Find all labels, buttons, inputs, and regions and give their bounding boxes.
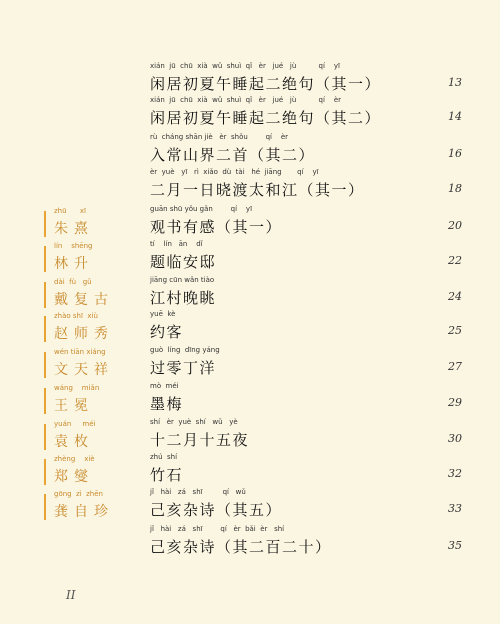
author-pinyin: dài fù gǔ [54, 278, 92, 286]
author-marker [44, 424, 46, 450]
poem-title: 江村晚眺 [150, 289, 217, 307]
author-name: 文天祥 [54, 362, 114, 378]
toc-entry[interactable] [0, 133, 500, 167]
toc-entry[interactable] [0, 525, 500, 559]
poem-title: 闲居初夏午睡起二绝句（其二） [150, 109, 382, 127]
poem-title: 己亥杂诗（其五） [150, 501, 283, 519]
author-marker [44, 316, 46, 342]
poem-title: 二月一日晓渡太和江（其一） [150, 181, 365, 199]
toc-entry[interactable] [0, 205, 500, 239]
title-pinyin: guān shū yǒu gǎn qí yī [150, 205, 253, 213]
author-block [44, 418, 124, 452]
toc-entry[interactable] [0, 96, 500, 130]
title-pinyin: yuē kè [150, 310, 176, 318]
author-name: 戴复古 [54, 292, 114, 308]
author-marker [44, 246, 46, 272]
poem-title: 过零丁洋 [150, 359, 217, 377]
toc-entry[interactable] [0, 62, 500, 96]
poem-title: 竹石 [150, 466, 184, 484]
author-pinyin: wáng miǎn [54, 384, 100, 392]
page-number: 27 [448, 360, 462, 373]
author-block [44, 453, 124, 487]
author-block [44, 240, 124, 274]
poem-title: 十二月十五夜 [150, 431, 250, 449]
page-number: 14 [448, 110, 462, 123]
page-number: 29 [448, 396, 462, 409]
poem-title: 己亥杂诗（其二百二十） [150, 538, 332, 556]
author-marker [44, 211, 46, 237]
page-number: 18 [448, 182, 462, 195]
author-pinyin: zhèng xiè [54, 455, 95, 463]
author-block [44, 276, 124, 310]
poem-title: 墨梅 [150, 395, 184, 413]
title-pinyin: rù cháng shān jiè èr shǒu qí èr [150, 133, 289, 141]
author-marker [44, 459, 46, 485]
title-pinyin: mò méi [150, 382, 179, 390]
title-pinyin: xián jū chū xià wǔ shuì qǐ èr jué jù qí yī [150, 62, 340, 70]
author-pinyin: yuán méi [54, 420, 96, 428]
page-number: 35 [448, 539, 462, 552]
title-pinyin: guò líng dīng yáng [150, 346, 220, 354]
author-pinyin: gōng zì zhēn [54, 490, 103, 498]
author-marker [44, 352, 46, 378]
folio-number: II [66, 588, 76, 602]
title-pinyin: jiāng cūn wǎn tiào [150, 276, 215, 284]
author-name: 郑燮 [54, 469, 94, 485]
author-pinyin: lín shēng [54, 242, 93, 250]
toc-entry[interactable] [0, 418, 500, 452]
author-name: 龚自珍 [54, 504, 114, 520]
title-pinyin: shí èr yuè shí wǔ yè [150, 418, 238, 426]
title-pinyin: xián jū chū xià wǔ shuì qǐ èr jué jù qí èr [150, 96, 342, 104]
toc-entry[interactable] [0, 346, 500, 380]
toc-entry[interactable] [0, 310, 500, 344]
page-number: 24 [448, 290, 462, 303]
toc-entry[interactable] [0, 488, 500, 522]
author-pinyin: zhào shī xiù [54, 312, 98, 320]
author-name: 朱熹 [54, 221, 94, 237]
poem-title: 入常山界二首（其二） [150, 146, 316, 164]
page-number: 20 [448, 219, 462, 232]
author-block [44, 488, 124, 522]
author-marker [44, 282, 46, 308]
author-name: 袁枚 [54, 434, 94, 450]
toc-entry[interactable] [0, 168, 500, 202]
poem-title: 闲居初夏午睡起二绝句（其一） [150, 75, 382, 93]
page-number: 32 [448, 467, 462, 480]
page-number: 16 [448, 147, 462, 160]
author-block [44, 205, 124, 239]
toc-entry[interactable] [0, 276, 500, 310]
author-marker [44, 388, 46, 414]
poem-title: 题临安邸 [150, 253, 217, 271]
page-number: 25 [448, 324, 462, 337]
author-pinyin: wén tiān xiáng [54, 348, 106, 356]
toc-entry[interactable] [0, 453, 500, 487]
author-pinyin: zhū xī [54, 207, 86, 215]
author-block [44, 346, 124, 380]
author-block [44, 310, 124, 344]
title-pinyin: jǐ hài zá shī qí èr bǎi èr shí [150, 525, 285, 533]
page-number: 30 [448, 432, 462, 445]
toc-entry[interactable] [0, 382, 500, 416]
author-name: 赵师秀 [54, 326, 114, 342]
poem-title: 观书有感（其一） [150, 218, 283, 236]
poem-title: 约客 [150, 323, 184, 341]
author-name: 林升 [54, 256, 94, 272]
title-pinyin: èr yuè yī rì xiǎo dù tài hé jiāng qí yī [150, 168, 319, 176]
title-pinyin: tí lín ān dǐ [150, 240, 203, 248]
author-block [44, 382, 124, 416]
title-pinyin: zhú shí [150, 453, 178, 461]
page-number: 33 [448, 502, 462, 515]
author-marker [44, 494, 46, 520]
author-name: 王冕 [54, 398, 94, 414]
page-number: 13 [448, 76, 462, 89]
toc-entry[interactable] [0, 240, 500, 274]
page-number: 22 [448, 254, 462, 267]
title-pinyin: jǐ hài zá shī qí wǔ [150, 488, 246, 496]
